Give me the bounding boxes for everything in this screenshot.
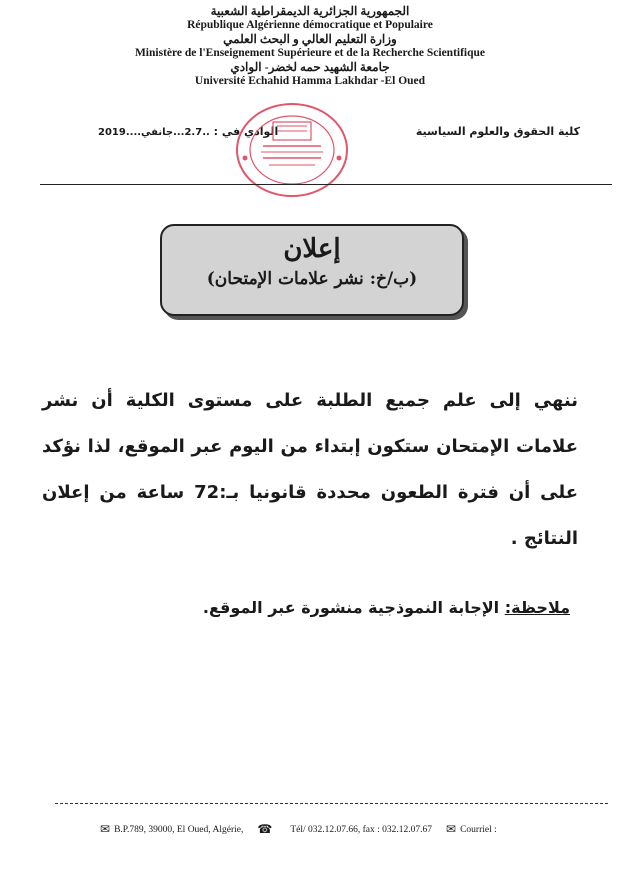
announcement-title: إعلان (283, 234, 341, 264)
footer-mail: Courriel : (460, 824, 497, 835)
announcement-subtitle: (ب/خ: نشر علامات الإمتحان) (206, 269, 418, 289)
email-icon: ✉ (446, 822, 457, 836)
header-line-fr-university: Université Echahid Hamma Lakhdar -El Oued (194, 75, 426, 87)
letterhead (0, 4, 620, 88)
header-line-fr-republic: République Algérienne démocratique et Populaire (187, 19, 433, 31)
date-value: ..2.7...جانفي....2019 (98, 127, 210, 138)
faculty-name: كلية الحقوق والعلوم السياسية (415, 125, 580, 138)
announcement-box (160, 224, 464, 316)
footer (100, 822, 530, 837)
university-stamp (233, 100, 351, 200)
note-text: الإجابة النموذجية منشورة عبر الموقع. (202, 598, 505, 617)
note (203, 598, 570, 617)
header-divider (40, 184, 612, 185)
body-paragraph: ننهي إلى علم جميع الطلبة على مستوى الكلية أن نشر علامات الإمتحان ستكون إبتداء من اليوم عبر الموقع، لذا نؤكد على أن فترة الطعون محددة قانونيا بـ:72 ساعة من إعلان النتائج . (42, 390, 578, 549)
announcement-body (42, 378, 578, 562)
note-label: ملاحظة: (504, 598, 570, 617)
date-prefix: الوادي في : (213, 125, 279, 138)
footer-divider (55, 803, 608, 804)
header-line-fr-ministry: Ministère de l'Enseignement Supérieure et de la Recherche Scientifique (134, 47, 486, 59)
telephone-icon: ☎ (257, 822, 273, 836)
footer-address: B.P.789, 39000, El Oued, Algérie, (114, 824, 244, 835)
header-line-ar-republic: الجمهورية الجزائرية الديمقراطية الشعبية (210, 4, 410, 18)
header-line-ar-ministry: وزارة التعليم العالي و البحث العلمي (223, 32, 397, 46)
header-line-ar-university: جامعة الشهيد حمه لخضر- الوادي (230, 60, 390, 74)
envelope-icon: ✉ (100, 822, 111, 836)
footer-phone: Tél/ 032.12.07.66, fax : 032.12.07.67 (290, 824, 433, 835)
